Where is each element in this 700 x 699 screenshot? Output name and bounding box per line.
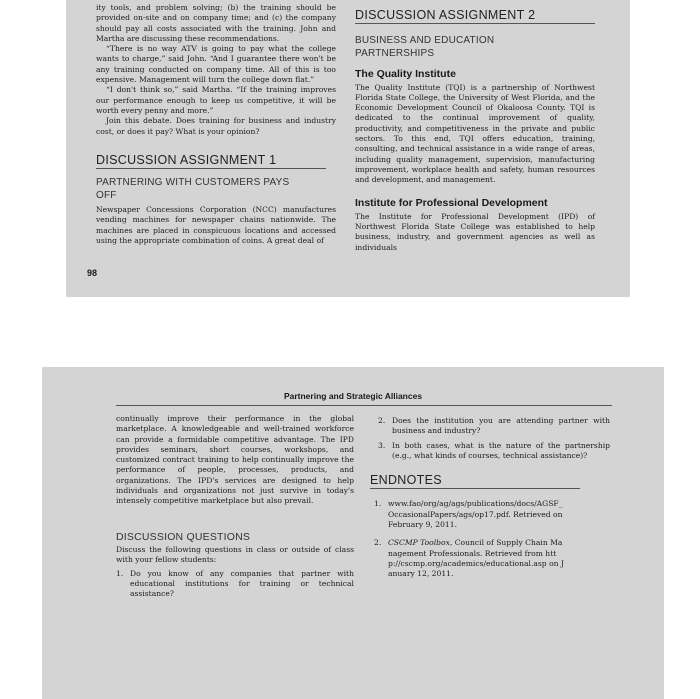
endnotes-heading: ENDNOTES: [370, 475, 580, 489]
page1-left-column: [96, 3, 336, 246]
endnote-number: 2.: [374, 538, 382, 548]
question-list: [374, 416, 610, 461]
list-item: [116, 569, 354, 600]
endnote: [374, 538, 564, 579]
discussion-questions-heading: DISCUSSION QUESTIONS: [116, 530, 251, 543]
discussion-assignment-2-heading: DISCUSSION ASSIGNMENT 2: [355, 10, 595, 24]
paragraph: Join this debate. Does training for business and industry cost, or does it pay? What is your opinion?: [96, 116, 336, 136]
page2-left-column: [116, 414, 354, 600]
discussion-assignment-2-subheading: BUSINESS AND EDUCATION PARTNERSHIPS: [355, 35, 495, 59]
question-number: 3.: [378, 440, 386, 450]
paragraph: Discuss the following questions in class or outside of class with your fellow students:: [116, 545, 354, 565]
list-item: [378, 416, 610, 437]
page-number: 98: [87, 268, 98, 278]
question-text: Do you know of any companies that partner with educational institutions for training or technical assistance?: [130, 568, 354, 599]
running-head: Partnering and Strategic Alliances: [283, 391, 423, 401]
discussion-assignment-1-subheading: PARTNERING WITH CUSTOMERS PAYS OFF: [96, 177, 290, 201]
paragraph: ity tools, and problem solving; (b) the training should be provided on-site and on company time; and (c) the company should pay all costs associated with the training. John and Martha are discussing these recommendations.: [96, 3, 336, 43]
endnote-number: 1.: [374, 499, 382, 509]
book-page-top: [66, 0, 630, 297]
list-item: [378, 441, 610, 462]
endnotes-list: [374, 499, 564, 579]
paragraph: continually improve their performance in the global marketplace. A knowledgeable and well-trained workforce can provide a formidable competitive advantage. The IPD provides seminars, short courses, workshops, and customized contract training to help continually improve the performance of people, processes, products, and organizations. The IPD's services are designed to help individuals and organizations not just survive in today's intensely competitive marketplace but also prevail.: [116, 414, 354, 506]
running-head-rule: [116, 405, 612, 406]
quality-institute-heading: The Quality Institute: [355, 68, 456, 81]
discussion-assignment-1-heading: DISCUSSION ASSIGNMENT 1: [96, 155, 326, 169]
book-page-bottom: [42, 367, 664, 699]
question-number: 1.: [116, 568, 124, 578]
paragraph: “There is no way ATV is going to pay what the college wants to charge,” said John. “And I guarantee there won't be any training conducted on company time. All of this is too expensive. Management will turn the college down flat.”: [96, 44, 336, 85]
page1-right-column: [355, 10, 595, 253]
endnote-text: Council of Supply Chain Management Professionals. Retrieved from http://cscmp.org/academics/educational.asp on January 12, 2011.: [388, 538, 564, 579]
ipd-heading: Institute for Professional Development: [355, 196, 548, 209]
endnote: [374, 499, 564, 530]
endnote-text: www.fao/org/ag/ags/publications/docs/AGSF_OccasionalPapers/ags/op17.pdf. Retrieved on February 9, 2011.: [388, 499, 563, 530]
question-list: [116, 569, 354, 600]
question-number: 2.: [378, 416, 386, 425]
paragraph: “I don't think so,” said Martha. “If the training improves our performance enough to keep us competitive, it will be worth every penny and more.”: [96, 85, 336, 115]
question-text: Does the institution you are attending partner with business and industry?: [392, 416, 610, 436]
paragraph: The Institute for Professional Development (IPD) of Northwest Florida State College was established to help business, industry, and government agencies as well as individuals: [355, 211, 595, 252]
page2-right-column: [370, 416, 610, 580]
endnote-source-title: CSCMP Toolbox,: [388, 538, 453, 548]
paragraph: Newspaper Concessions Corporation (NCC) manufactures vending machines for newspaper chains nationwide. The machines are placed in conspicuous locations and accessed using the appropriate combination of coins. A great deal of: [96, 205, 336, 246]
paragraph: The Quality Institute (TQI) is a partnership of Northwest Florida State College, the University of West Florida, and the Economic Development Council of Okaloosa County. TQI is dedicated to the continual improvement of quality, productivity, and competitiveness in the private and public sectors. To this end, TQI offers education, training, consulting, and technical assistance in a wide range of areas, including quality management, supervision, manufacturing improvement, workplace health and safety, human resources and development, and management.: [355, 82, 595, 185]
question-text: In both cases, what is the nature of the partnership (e.g., what kinds of courses, technical assistance)?: [392, 440, 610, 460]
